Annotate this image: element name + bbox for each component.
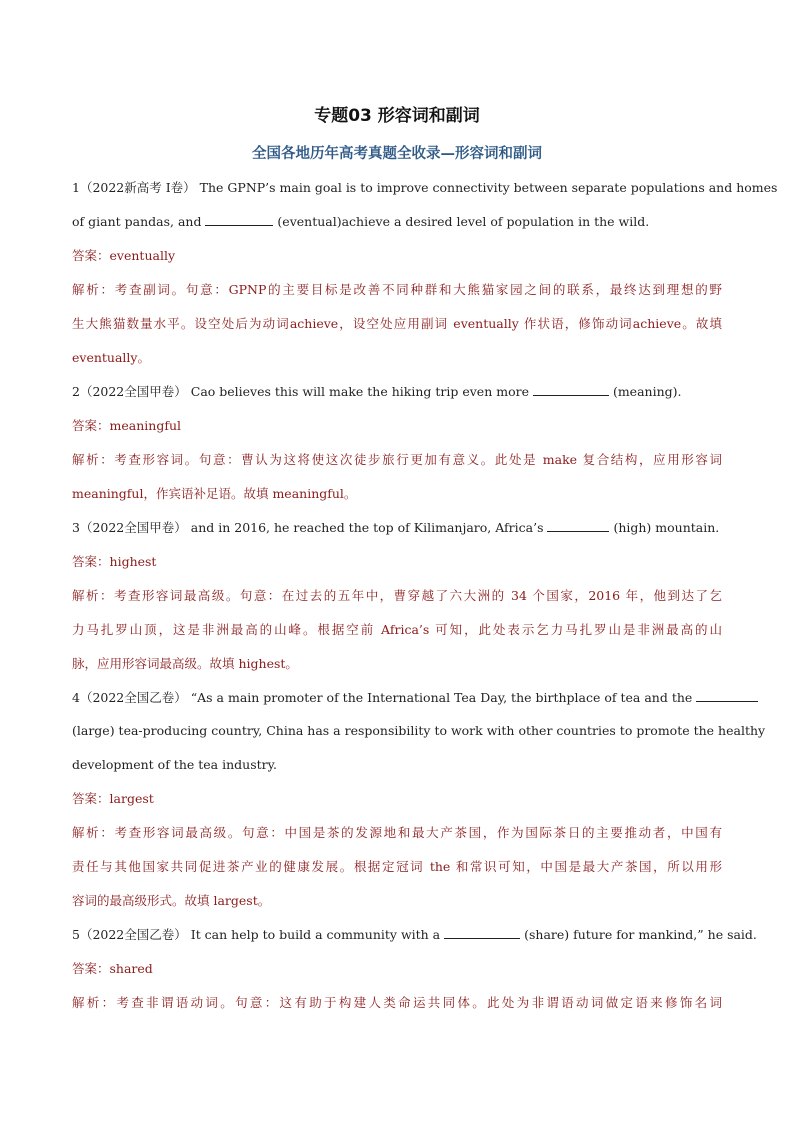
question-2-answer (72, 416, 722, 436)
question-1-answer (72, 246, 722, 266)
question-4-explanation-2: 责任与其他国家共同促进茶产业的健康发展。根据定冠词 the 和常识可知，中国是最大产茶国，所以用形 (72, 859, 722, 874)
answer-blank (696, 688, 758, 702)
answer-label: 答案： (72, 961, 110, 976)
page-subtitle: 全国各地历年高考真题全收录—形容词和副词 (252, 146, 542, 162)
explanation-label: 解析： (72, 588, 114, 603)
answer-label: 答案： (72, 248, 110, 263)
question-5 (72, 925, 757, 945)
answer-label: 答案： (72, 791, 110, 806)
question-5-answer (72, 959, 722, 979)
answer-blank (547, 518, 609, 532)
answer-value: highest (109, 554, 157, 569)
question-2-explanation-2: meaningful，作宾语补足语。故填 meaningful。 (72, 486, 357, 501)
explanation-text: 考查非谓语动词。句意：这有助于构建人类命运共同体。此处为非谓语动词做定语来修饰名词 (116, 995, 722, 1010)
explanation-label: 解析： (72, 282, 115, 297)
question-3-text-b: (high) mountain. (613, 520, 720, 535)
question-1-explanation-1 (72, 280, 722, 300)
answer-label: 答案： (72, 418, 110, 433)
question-4-line-3: development of the tea industry. (72, 757, 277, 772)
question-3 (72, 518, 722, 538)
question-3-explanation-2: 力马扎罗山顶，这是非洲最高的山峰。根据空前 Africa’s 可知，此处表示乞力马扎罗山是非洲最高的山 (72, 622, 722, 637)
question-2-number: 2（2022全国甲卷） (72, 384, 187, 399)
question-5-text-a: It can help to build a community with a (190, 927, 441, 942)
question-3-answer (72, 552, 722, 572)
question-3-explanation-1 (72, 586, 722, 606)
question-2-explanation-1 (72, 450, 722, 470)
explanation-text: 考查形容词最高级。句意：中国是茶的发源地和最大产茶国，作为国际茶日的主要推动者，中国有 (114, 825, 722, 840)
answer-value: shared (109, 961, 153, 976)
question-2-text-b: (meaning). (612, 384, 682, 399)
question-3-number: 3（2022全国甲卷） (72, 520, 187, 535)
question-1-text-2a: of giant pandas, and (72, 214, 202, 229)
question-4-line-2: (large) tea-producing country, China has a responsibility to work with other countries to promote the healthy (72, 723, 766, 738)
question-5-explanation-1 (72, 993, 722, 1013)
answer-blank (205, 212, 273, 226)
explanation-text: 考查形容词。句意：曹认为这将使这次徒步旅行更加有意义。此处是 make 复合结构，应用形容词 (114, 452, 722, 467)
question-4-text: “As a main promoter of the International Tea Day, the birthplace of tea and the (190, 690, 693, 705)
answer-value: meaningful (109, 418, 181, 433)
question-3-text-a: and in 2016, he reached the top of Kilimanjaro, Africa’s (190, 520, 544, 535)
question-3-explanation-3: 脉，应用形容词最高级。故填 highest。 (72, 656, 298, 671)
question-4-answer (72, 789, 722, 809)
answer-blank (444, 925, 520, 939)
explanation-label: 解析： (72, 452, 115, 467)
explanation-text: 考查副词。句意：GPNP的主要目标是改善不同种群和大熊猫家园之间的联系，最终达到理想的野 (114, 282, 722, 297)
question-1-number: 1（2022新高考 I卷） (72, 180, 196, 195)
question-4 (72, 688, 722, 708)
explanation-label: 解析： (72, 825, 115, 840)
question-1 (72, 178, 778, 198)
answer-label: 答案： (72, 554, 110, 569)
answer-value: eventually (109, 248, 176, 263)
question-1-explanation-3: eventually。 (72, 350, 150, 365)
question-4-explanation-3: 容词的最高级形式。故填 largest。 (72, 893, 271, 908)
question-2 (72, 382, 722, 402)
explanation-text: 考查形容词最高级。句意：在过去的五年中，曹穿越了六大洲的 34 个国家，2016 年，他到达了乞 (113, 588, 722, 603)
answer-value: largest (109, 791, 154, 806)
question-5-number: 5（2022全国乙卷） (72, 927, 187, 942)
question-2-text-a: Cao believes this will make the hiking trip even more (190, 384, 529, 399)
explanation-label: 解析： (72, 995, 117, 1010)
question-1-text-2b: (eventual)achieve a desired level of population in the wild. (277, 214, 650, 229)
question-1-line-2 (72, 212, 722, 232)
page-title: 专题03 形容词和副词 (314, 106, 480, 126)
question-4-number: 4（2022全国乙卷） (72, 690, 187, 705)
answer-blank (533, 382, 609, 396)
question-4-explanation-1 (72, 823, 722, 843)
question-1-text: The GPNP’s main goal is to improve connectivity between separate populations and homes (199, 180, 778, 195)
question-1-explanation-2: 生大熊猫数量水平。设空处后为动词achieve，设空处应用副词 eventually 作状语，修饰动词achieve。故填 (72, 316, 722, 331)
question-5-text-b: (share) future for mankind,” he said. (524, 927, 757, 942)
